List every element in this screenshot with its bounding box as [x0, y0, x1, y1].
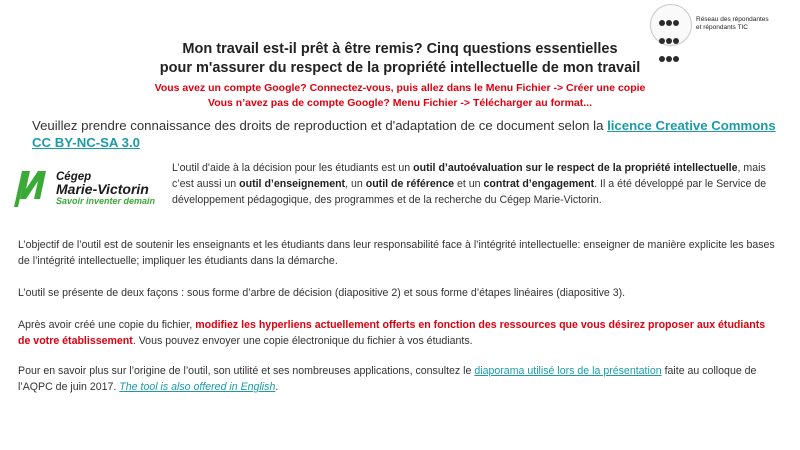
license-text: Veuillez prendre connaissance des droits de reproduction et d'adaptation de ce document selon la	[32, 118, 608, 133]
intro-text-2: , mais c’est aussi un	[172, 162, 766, 190]
logo-reseau-text	[696, 16, 769, 32]
intro-text-5: . Il a été développé par le Service de développement pédagogique, des programmes et de la recherche du Cégep Marie-Victorin.	[172, 178, 767, 206]
learn-more-text-2: faite au colloque de l’AQPC de juin 2017.	[18, 365, 757, 393]
logo-reseau-line1: Réseau des répondantes	[696, 16, 769, 23]
forms-paragraph: L’outil se présente de deux façons : sous forme d’arbre de décision (diapositive 2) et sous forme d’étapes linéaires (diapositive 3).	[18, 287, 626, 299]
copy-instruction-google: Vous avez un compte Google? Connectez-vous, puis allez dans le Menu Fichier -> Créer une copie	[154, 82, 646, 94]
cegep-word: Cégep	[56, 171, 92, 183]
mv-logo-icon	[12, 165, 56, 209]
intro-text-3: , un	[345, 178, 366, 190]
intro-bold-3: outil de référence	[365, 178, 455, 190]
presentation-link[interactable]: diaporama utilisé lors de la présentation	[474, 365, 662, 377]
intro-bold-1: outil d’autoévaluation sur le respect de la propriété intellectuelle	[413, 162, 738, 174]
cegep-name: Marie-Victorin	[56, 181, 149, 197]
intro-text-4: et un	[454, 178, 484, 190]
intro-text-1: L’outil d'aide à la décision pour les étudiants est un	[172, 162, 414, 174]
copy-instructions	[60, 81, 740, 111]
learn-more-text-3: .	[275, 381, 279, 393]
objective-paragraph: L’objectif de l’outil est de soutenir les enseignants et les étudiants dans leur responsabilité face à l’intégrité intellectuelle: enseigner de manière explicite les bases de l’intégrité intellectuelle; impliquer les étudiants dans la démarche.	[18, 239, 775, 267]
learn-more-text-1: Pour en savoir plus sur l’origine de l’outil, son utilité et ses nombreuses applications, consultez le	[18, 365, 475, 377]
intro-bold-4: contrat d’engagement	[483, 178, 595, 190]
after-copy-paragraph	[18, 317, 780, 349]
intro-bold-2: outil d’enseignement	[239, 178, 346, 190]
cegep-marie-victorin-logo	[12, 165, 162, 209]
title-line1: Mon travail est-il prêt à être remis? Cinq questions essentielles	[182, 41, 618, 57]
logo-reseau-line2: et répondants TIC	[696, 24, 748, 31]
after-copy-text-2: . Vous pouvez envoyer une copie électronique du fichier à vos étudiants.	[132, 335, 473, 347]
english-version-link[interactable]: The tool is also offered in English	[119, 381, 276, 393]
after-copy-text-1: Après avoir créé une copie du fichier,	[18, 319, 196, 331]
reseau-tic-logo	[650, 4, 795, 44]
after-copy-highlight: modifiez les hyperliens actuellement offerts en fonction des ressources que vous désirez proposer aux étudiants de votre établissement	[18, 319, 766, 347]
cegep-tagline: Savoir inventer demain	[56, 196, 156, 206]
license-link[interactable]: licence Creative Commons CC BY-NC-SA 3.0	[32, 118, 776, 150]
intro-paragraph	[172, 160, 767, 208]
title-line2: pour m'assurer du respect de la propriété intellectuelle de mon travail	[159, 60, 641, 76]
page-title	[60, 40, 740, 78]
copy-instruction-download: Vous n’avez pas de compte Google? Menu Fichier -> Télécharger au format...	[207, 97, 593, 109]
learn-more-paragraph	[18, 363, 780, 395]
license-notice	[32, 117, 792, 151]
